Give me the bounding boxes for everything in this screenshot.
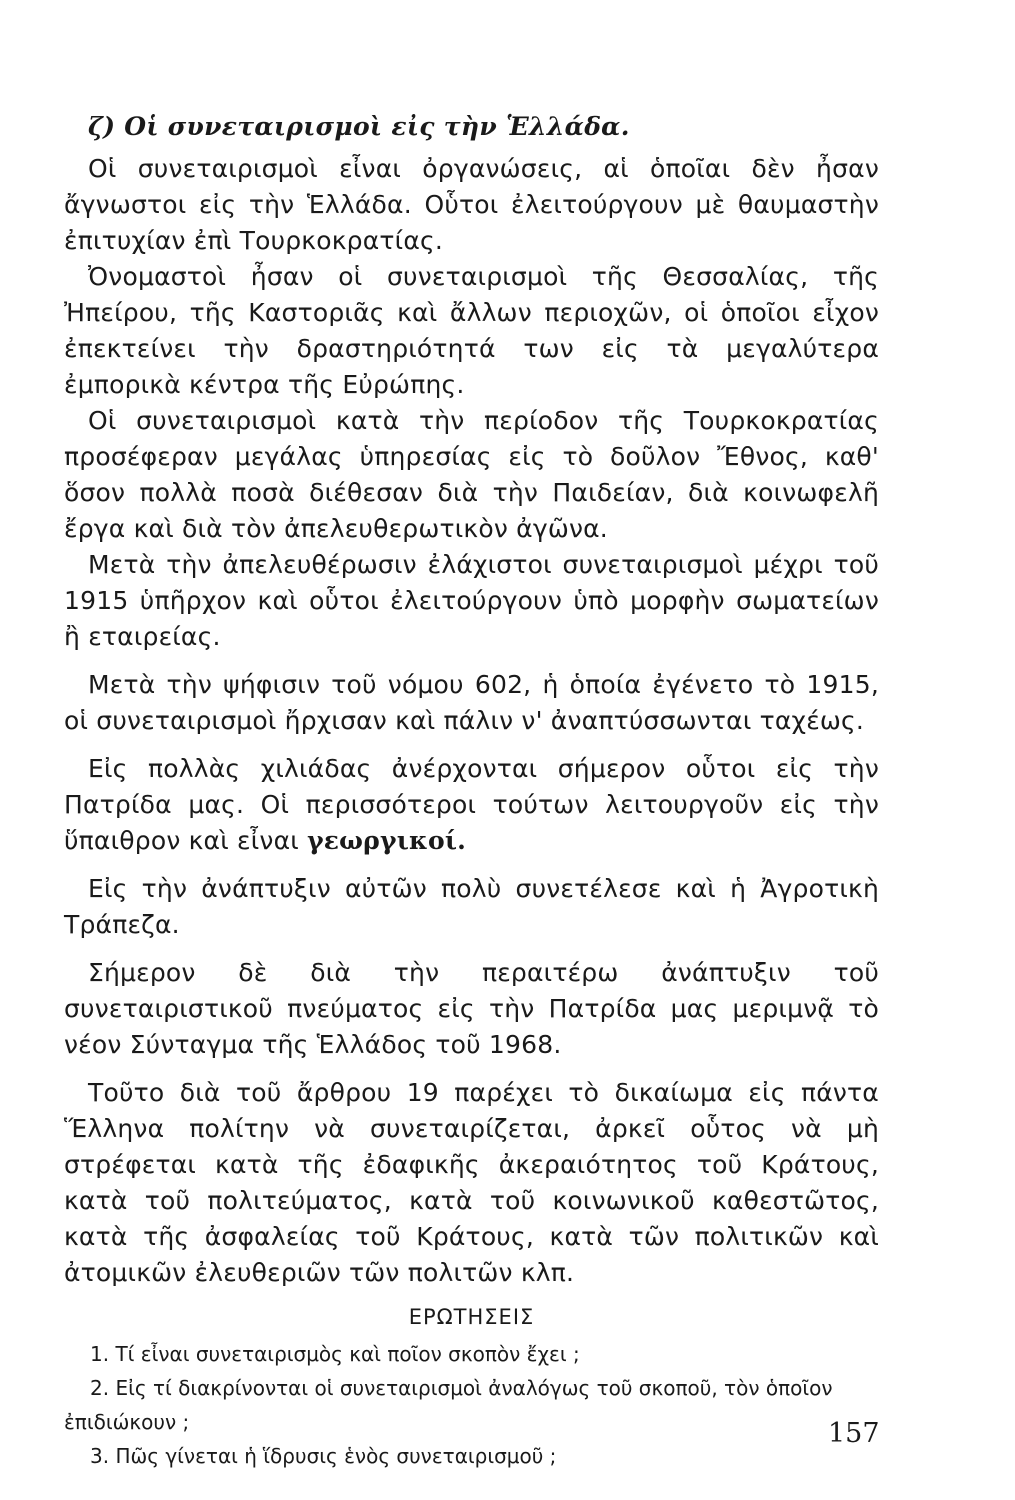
questions-list <box>64 1337 879 1473</box>
question-item: 2. Εἰς τί διακρίνονται οἱ συνεταιρισμοὶ ἀναλόγως τοῦ σκοποῦ, τὸν ὁποῖον ἐπιδιώκουν ; <box>64 1376 833 1434</box>
paragraph: Οἱ συνεταιρισμοὶ εἶναι ὀργανώσεις, αἱ ὁποῖαι δὲν ἦσαν ἄγνωστοι εἰς τὴν Ἑλλάδα. Οὗτοι ἐλειτούργουν μὲ θαυμαστὴν ἐπιτυχίαν ἐπὶ Τουρκοκρατίας. <box>64 154 879 255</box>
paragraph: Οἱ συνεταιρισμοὶ κατὰ τὴν περίοδον τῆς Τουρκοκρατίας προσέφεραν μεγάλας ὑπηρεσίας εἰς τὸ δοῦλον Ἔθνος, καθ' ὅσον πολλὰ ποσὰ διέθεσαν διὰ τὴν Παιδείαν, διὰ κοινωφελῆ ἔργα καὶ διὰ τὸν ἀπελευθερωτικὸν ἀγῶνα. <box>64 406 879 543</box>
page-number: 157 <box>828 1418 880 1449</box>
paragraph-agricultural <box>64 751 879 859</box>
bold-word: γεωργικοί. <box>307 826 467 855</box>
body-text <box>64 151 879 1291</box>
paragraph-text: Εἰς πολλὰς χιλιάδας ἀνέρχονται σήμερον οὗτοι εἰς τὴν Πατρίδα μας. Οἱ περισσότεροι τούτων λειτουργοῦν εἰς τὴν ὕπαιθρον καὶ εἶναι <box>64 754 879 855</box>
paragraph: Ὀνομαστοὶ ἦσαν οἱ συνεταιρισμοὶ τῆς Θεσσαλίας, τῆς Ἠπείρου, τῆς Καστοριᾶς καὶ ἄλλων περιοχῶν, οἱ ὁποῖοι εἶχον ἐπεκτείνει τὴν δραστηριότητά των εἰς τὰ μεγαλύτερα ἐμπορικὰ κέντρα τῆς Εὐρώπης. <box>64 262 879 399</box>
section-heading: ζ) Οἱ συνεταιρισμοὶ εἰς τὴν Ἑλλάδα. <box>88 112 630 141</box>
question-item: 1. Τί εἶναι συνεταιρισμὸς καὶ ποῖον σκοπὸν ἔχει ; <box>90 1342 580 1366</box>
paragraph: Τοῦτο διὰ τοῦ ἄρθρου 19 παρέχει τὸ δικαίωμα εἰς πάντα Ἕλληνα πολίτην νὰ συνεταιρίζεται, ἀρκεῖ οὗτος νὰ μὴ στρέφεται κατὰ τῆς ἐδαφικῆς ἀκεραιότητος τοῦ Κράτους, κατὰ τοῦ πολιτεύματος, κατὰ τοῦ κοινωνικοῦ καθεστῶτος, κατὰ τῆς ἀσφαλείας τοῦ Κράτους, κατὰ τῶν πολιτικῶν καὶ ἀτομικῶν ἐλευθεριῶν τῶν πολιτῶν κλπ. <box>64 1078 879 1287</box>
paragraph: Εἰς τὴν ἀνάπτυξιν αὐτῶν πολὺ συνετέλεσε καὶ ἡ Ἀγροτικὴ Τράπεζα. <box>64 874 879 939</box>
page-content <box>64 112 879 1473</box>
paragraph: Σήμερον δὲ διὰ τὴν περαιτέρω ἀνάπτυξιν τοῦ συνεταιριστικοῦ πνεύματος εἰς τὴν Πατρίδα μας μεριμνᾷ τὸ νέον Σύνταγμα τῆς Ἑλλάδος τοῦ 1968. <box>64 958 879 1059</box>
questions-title: ΕΡΩΤΗΣΕΙΣ <box>408 1305 535 1329</box>
question-item: 3. Πῶς γίνεται ἡ ἵδρυσις ἑνὸς συνεταιρισμοῦ ; <box>90 1444 557 1468</box>
paragraph: Μετὰ τὴν ψήφισιν τοῦ νόμου 602, ἡ ὁποία ἐγένετο τὸ 1915, οἱ συνεταιρισμοὶ ἤρχισαν καὶ πάλιν ν' ἀναπτύσσωνται ταχέως. <box>64 670 879 735</box>
paragraph: Μετὰ τὴν ἀπελευθέρωσιν ἐλάχιστοι συνεταιρισμοὶ μέχρι τοῦ 1915 ὑπῆρχον καὶ οὗτοι ἐλειτούργουν ὑπὸ μορφὴν σωματείων ἢ εταιρείας. <box>64 550 879 651</box>
